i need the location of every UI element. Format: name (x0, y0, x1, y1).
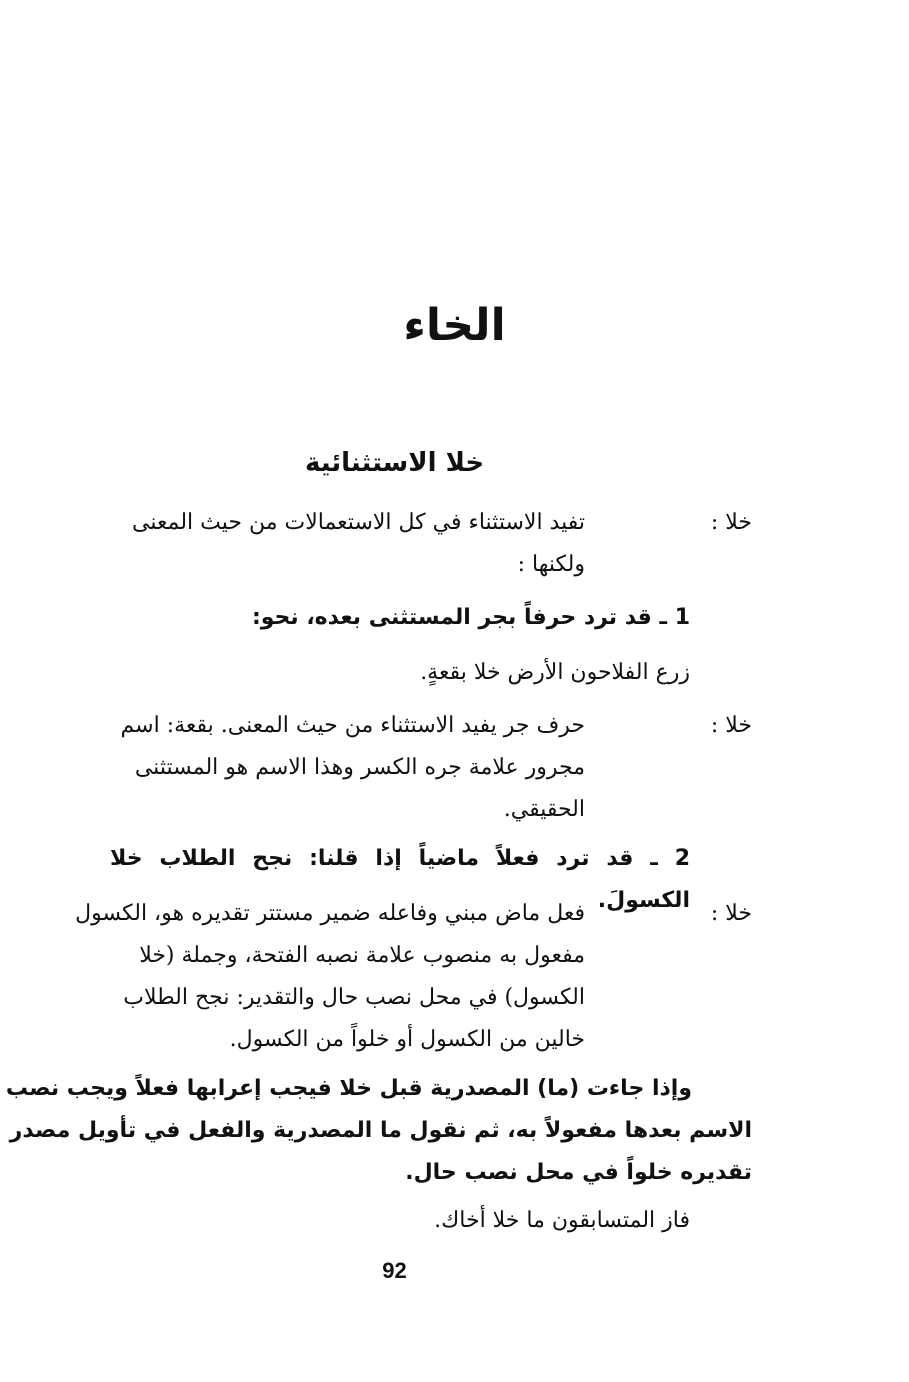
term-label: خلا : (710, 901, 752, 926)
term-label: خلا : (710, 510, 752, 535)
paragraph-ma-masdariya (5, 1068, 752, 1194)
definition-line: الكسول) في محل نصب حال والتقدير: نجح الطلاب (123, 985, 585, 1010)
section-title: خلا الاستثنائية (304, 448, 485, 478)
term-label: خلا : (710, 713, 752, 738)
chapter-title: الخاء (403, 300, 506, 351)
definition-line: خالين من الكسول أو خلواً من الكسول. (229, 1027, 585, 1052)
definition-line: فعل ماض مبني وفاعله ضمير مستتر تقديره هو، الكسول (75, 901, 585, 926)
example-1: زرع الفلاحون الأرض خلا بقعةٍ. (420, 660, 690, 685)
paragraph-line: الاسم بعدها مفعولاً به، ثم نقول ما المصدرية والفعل في تأويل مصدر (9, 1118, 752, 1143)
paragraph-line: وإذا جاءت (ما) المصدرية قبل خلا فيجب إعرابها فعلاً ويجب نصب (5, 1076, 692, 1101)
paragraph-line: تقديره خلواً في محل نصب حال. (405, 1160, 752, 1185)
definition-line: مفعول به منصوب علامة نصبه الفتحة، وجملة (خلا (139, 943, 585, 968)
definition-1 (38, 502, 585, 586)
definition-line: حرف جر يفيد الاستثناء من حيث المعنى. بقعة: اسم (120, 713, 585, 738)
example-2: فاز المتسابقون ما خلا أخاك. (434, 1208, 690, 1233)
definition-line: مجرور علامة جره الكسر وهذا الاسم هو المستثنى (134, 755, 585, 780)
page-number: 92 (382, 1258, 407, 1283)
definition-line: تفيد الاستثناء في كل الاستعمالات من حيث المعنى (132, 510, 585, 535)
definition-line: ولكنها : (517, 552, 585, 577)
definition-2 (38, 705, 585, 831)
usage-case-1: 1 ـ قد ترد حرفاً بجر المستثنى بعده، نحو: (251, 605, 690, 630)
definition-3 (38, 893, 585, 1061)
usage-case-2: 2 ـ قد ترد فعلاً ماضياً إذا قلنا: نجح الطلاب خلا الكسولَ. (110, 846, 690, 913)
definition-line: الحقيقي. (503, 797, 585, 822)
